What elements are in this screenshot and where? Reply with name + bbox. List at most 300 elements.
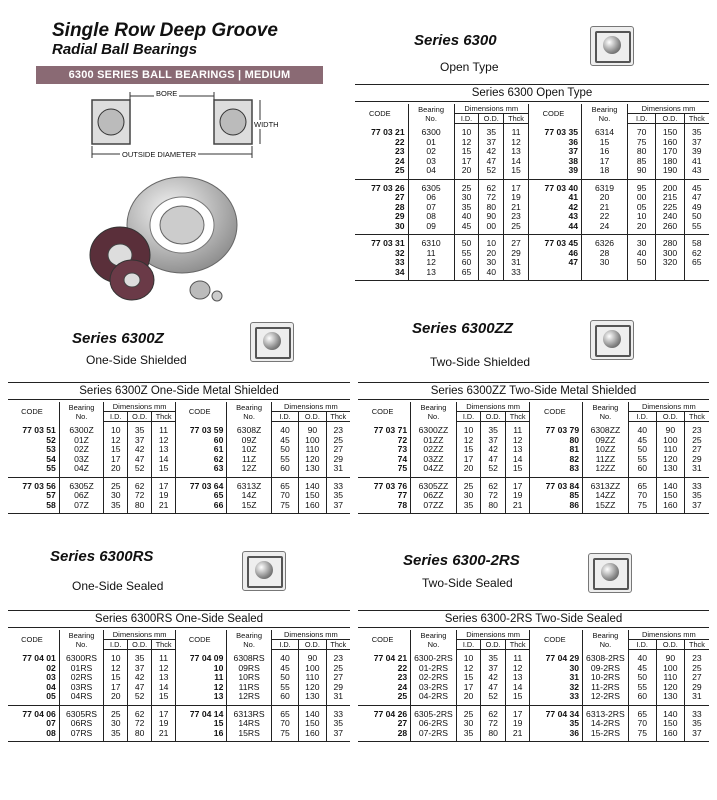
thickness-cell: 25: [326, 436, 350, 446]
od-cell: 190: [656, 166, 684, 179]
thickness-cell: 21: [504, 203, 529, 213]
code-header: CODE: [371, 407, 394, 417]
code-cell: 08: [8, 729, 59, 742]
od-header: O.D.: [481, 640, 506, 650]
series-6300zz-table-title: Series 6300ZZ Two-Side Metal Shielded: [358, 382, 709, 400]
od-cell: 160: [656, 729, 684, 742]
code-cell: 11: [176, 673, 227, 683]
bearing-header-line: Bearing: [420, 402, 447, 412]
dimensions-header: Dimensions mm: [456, 402, 530, 412]
thickness-cell: 17: [505, 477, 530, 491]
id-header: I.D.: [454, 114, 479, 124]
code-cell: 77 03 84: [530, 477, 583, 491]
id-header: I.D.: [271, 412, 298, 422]
series-6300-2rs-heading: Series 6300-2RS: [403, 552, 520, 569]
bearing-no-header: [411, 402, 457, 422]
id-cell: 17: [104, 683, 128, 693]
id-cell: 30: [104, 719, 128, 729]
od-cell: 180: [656, 157, 684, 167]
code-cell: 28: [358, 729, 411, 742]
bearing-no-cell: 07RS: [59, 729, 103, 742]
id-cell: 10: [104, 650, 128, 664]
od-header: O.D.: [656, 640, 684, 650]
od-cell: 35: [481, 650, 506, 664]
table-row: [358, 729, 709, 742]
id-cell: 10: [104, 422, 128, 436]
bearing-no-cell: 20: [582, 193, 628, 203]
bearing-no-cell: 6313-2RS: [583, 705, 629, 719]
code-cell: 30: [355, 222, 408, 235]
od-cell: 80: [481, 501, 506, 514]
bearing-no-cell: 07Z: [59, 501, 103, 514]
od-cell: 37: [481, 436, 506, 446]
code-cell: 77 04 21: [373, 652, 408, 663]
thickness-cell: 12: [505, 664, 530, 674]
thickness-cell: 31: [504, 258, 529, 268]
thickness-cell: 14: [152, 683, 176, 693]
code-cell: 31: [530, 673, 583, 683]
series-6300-2rs-table: [358, 630, 709, 742]
thickness-cell: 15: [152, 692, 176, 705]
bearing-no-cell: 02Z: [59, 445, 103, 455]
id-cell: 60: [628, 692, 656, 705]
od-cell: 42: [128, 673, 152, 683]
id-cell: 20: [454, 166, 479, 179]
id-cell: 75: [628, 138, 656, 148]
od-cell: 130: [299, 692, 326, 705]
od-cell: 110: [656, 445, 684, 455]
bearing-no-header: [227, 630, 271, 650]
bearing-no-cell: 14RS: [227, 719, 271, 729]
page-title: Single Row Deep Groove: [52, 20, 278, 41]
od-header: O.D.: [656, 412, 684, 422]
series-6300rs-table: [8, 630, 350, 742]
od-cell: 280: [656, 235, 684, 249]
thickness-cell: 29: [326, 683, 350, 693]
thickness-cell: 29: [684, 455, 709, 465]
series-6300z-table: [8, 402, 350, 514]
bearing-no-cell: 18: [582, 166, 628, 179]
id-cell: 40: [628, 650, 656, 664]
id-header: I.D.: [104, 640, 128, 650]
code-cell: 77 04 09: [176, 650, 227, 664]
od-cell: 170: [656, 147, 684, 157]
thickness-header: Thck: [505, 412, 530, 422]
id-cell: 35: [456, 729, 481, 742]
id-cell: 20: [628, 222, 656, 235]
code-cell: 77 03 71: [373, 424, 408, 435]
id-cell: 12: [104, 664, 128, 674]
code-cell: 12: [176, 683, 227, 693]
thickness-cell: 11: [505, 650, 530, 664]
thickness-cell: 33: [326, 705, 350, 719]
thickness-cell: 11: [504, 124, 529, 138]
thickness-cell: 37: [326, 729, 350, 742]
code-cell: 29: [395, 212, 405, 221]
od-cell: 52: [128, 692, 152, 705]
id-cell: 12: [456, 664, 481, 674]
id-cell: 50: [454, 235, 479, 249]
thickness-cell: 13: [152, 673, 176, 683]
od-cell: 62: [481, 477, 506, 491]
od-cell: 120: [656, 455, 684, 465]
od-cell: 120: [656, 683, 684, 693]
bearing-no-cell: 13: [408, 268, 454, 281]
code-cell: 75: [358, 464, 411, 477]
id-cell: 55: [271, 683, 298, 693]
table-header-row: [8, 402, 350, 412]
bearing-no-cell: 6308RS: [227, 650, 271, 664]
id-cell: 65: [271, 477, 298, 491]
od-cell: 00: [479, 222, 504, 235]
id-cell: 35: [104, 729, 128, 742]
code-cell: 33: [395, 258, 405, 267]
two-side-shielded-bearing-icon: [590, 320, 634, 360]
table-row: [355, 179, 709, 193]
id-cell: 15: [456, 445, 481, 455]
code-header: CODE: [368, 109, 391, 119]
od-cell: 215: [656, 193, 684, 203]
table-row: [355, 235, 709, 249]
series-6300-2rs-subtitle: Two-Side Sealed: [422, 576, 513, 590]
bearing-header-line: Bearing: [68, 630, 95, 640]
id-cell: 15: [454, 147, 479, 157]
table-row: [358, 705, 709, 719]
bearing-no-cell: 12ZZ: [583, 464, 629, 477]
od-cell: 110: [656, 673, 684, 683]
code-cell: 25: [355, 166, 408, 179]
bearing-no-header: [227, 402, 271, 422]
bearing-no-cell: 10Z: [227, 445, 271, 455]
no-header-line: No.: [598, 113, 611, 123]
bearing-no-cell: 02-2RS: [411, 673, 457, 683]
code-cell: 77 03 76: [373, 480, 408, 491]
code-cell: 77 04 01: [22, 652, 56, 663]
thickness-cell: 17: [152, 477, 176, 491]
id-cell: 30: [456, 491, 481, 501]
table-row: [355, 138, 709, 148]
bearing-no-cell: 03ZZ: [411, 455, 457, 465]
od-cell: 47: [481, 455, 506, 465]
bearing-no-cell: 6305Z: [59, 477, 103, 491]
table-row: [8, 445, 350, 455]
code-cell: 05: [8, 692, 59, 705]
od-cell: 37: [128, 436, 152, 446]
od-cell: 35: [128, 650, 152, 664]
id-header: I.D.: [456, 412, 481, 422]
shielded-bearing-icon: [250, 322, 294, 362]
bearing-no-cell: 07: [408, 203, 454, 213]
od-cell: 120: [299, 683, 326, 693]
code-cell: 27: [397, 719, 408, 728]
no-header-line: No.: [427, 411, 440, 421]
thickness-cell: 21: [505, 501, 530, 514]
od-cell: 140: [656, 705, 684, 719]
dimensions-header: Dimensions mm: [628, 402, 709, 412]
thickness-cell: 35: [326, 491, 350, 501]
id-cell: 30: [456, 719, 481, 729]
id-cell: 25: [454, 179, 479, 193]
bearing-no-cell: 6300: [408, 124, 454, 138]
bearing-no-header: [408, 104, 454, 124]
od-cell: 260: [656, 222, 684, 235]
bearing-no-cell: 6305-2RS: [411, 705, 457, 719]
id-cell: 25: [456, 705, 481, 719]
series-6300-2rs-table-title: Series 6300-2RS Two-Side Sealed: [358, 610, 709, 628]
od-cell: 35: [479, 124, 504, 138]
bearing-no-cell: 6308-2RS: [583, 650, 629, 664]
thickness-cell: 39: [684, 147, 709, 157]
bearing-no-cell: 07ZZ: [411, 501, 457, 514]
thickness-cell: 33: [684, 477, 709, 491]
id-cell: 12: [104, 436, 128, 446]
code-cell: 73: [397, 445, 408, 454]
id-cell: 40: [454, 212, 479, 222]
code-header: CODE: [176, 402, 227, 422]
id-cell: 10: [454, 124, 479, 138]
code-cell: 35: [530, 719, 583, 729]
od-cell: 150: [299, 719, 326, 729]
od-cell: 72: [479, 193, 504, 203]
od-cell: [656, 268, 684, 281]
code-cell: 46: [528, 249, 581, 259]
od-cell: 110: [299, 445, 326, 455]
id-cell: 10: [456, 650, 481, 664]
od-cell: 72: [481, 491, 506, 501]
bearing-no-cell: 15Z: [227, 501, 271, 514]
bearing-no-cell: 15-2RS: [583, 729, 629, 742]
id-cell: 60: [628, 464, 656, 477]
outside-diameter-label: OUTSIDE DIAMETER: [122, 150, 197, 159]
thickness-cell: 33: [326, 477, 350, 491]
table-row: [358, 464, 709, 477]
series-6300rs-table-title: Series 6300RS One-Side Sealed: [8, 610, 350, 628]
code-cell: 77 04 26: [373, 708, 408, 719]
od-cell: 72: [128, 719, 152, 729]
bearing-no-cell: 03: [408, 157, 454, 167]
thickness-cell: 35: [684, 719, 709, 729]
code-cell: 47: [528, 258, 581, 268]
no-header-line: No.: [243, 639, 255, 649]
code-cell: 83: [530, 464, 583, 477]
code-cell: 80: [530, 436, 583, 446]
od-cell: 130: [299, 464, 326, 477]
id-cell: 55: [628, 683, 656, 693]
dimensions-header: Dimensions mm: [456, 630, 530, 640]
code-cell: 85: [530, 491, 583, 501]
id-cell: 35: [454, 203, 479, 213]
id-cell: 75: [271, 501, 298, 514]
table-row: [355, 212, 709, 222]
bearing-no-cell: 14ZZ: [583, 491, 629, 501]
bearing-no-cell: 6308ZZ: [583, 422, 629, 436]
od-cell: 90: [299, 650, 326, 664]
bearing-no-header: [411, 630, 457, 650]
code-cell: 03: [46, 673, 56, 682]
id-cell: 55: [271, 455, 298, 465]
bearing-no-cell: 07-2RS: [411, 729, 457, 742]
thickness-header: Thck: [684, 412, 709, 422]
thickness-cell: 11: [152, 422, 176, 436]
bearing-no-cell: 04Z: [59, 464, 103, 477]
table-header-row: [8, 630, 350, 640]
id-header: I.D.: [628, 412, 656, 422]
table-header-row: [358, 630, 709, 640]
id-cell: 90: [628, 166, 656, 179]
thickness-cell: 12: [504, 138, 529, 148]
table-row: [358, 719, 709, 729]
code-cell: 77 03 31: [371, 238, 405, 248]
dimensions-header: Dimensions mm: [104, 630, 176, 640]
id-cell: 20: [456, 464, 481, 477]
dimensions-header: Dimensions mm: [271, 630, 350, 640]
bearing-no-cell: 12RS: [227, 692, 271, 705]
od-cell: 90: [479, 212, 504, 222]
id-cell: 75: [271, 729, 298, 742]
code-cell: 77 03 26: [371, 182, 405, 193]
bearing-no-cell: 09RS: [227, 664, 271, 674]
od-cell: 20: [479, 249, 504, 259]
bearing-no-cell: 01: [408, 138, 454, 148]
code-cell: 24: [395, 156, 405, 166]
table-row: [358, 445, 709, 455]
code-cell: 77 04 34: [530, 705, 583, 719]
table-row: [8, 664, 350, 674]
od-cell: 90: [299, 422, 326, 436]
id-cell: 70: [628, 719, 656, 729]
code-cell: 77: [397, 491, 408, 500]
od-cell: 100: [656, 436, 684, 446]
thickness-cell: 27: [684, 673, 709, 683]
od-cell: 140: [299, 477, 326, 491]
bearing-no-cell: 09ZZ: [583, 436, 629, 446]
bearing-no-cell: 6313ZZ: [583, 477, 629, 491]
code-cell: 55: [8, 464, 59, 477]
bearing-no-cell: 6305RS: [59, 705, 103, 719]
bearing-no-cell: 08: [408, 212, 454, 222]
id-header: I.D.: [628, 640, 656, 650]
bearing-no-cell: 22: [582, 212, 628, 222]
id-cell: 20: [104, 692, 128, 705]
id-header: I.D.: [456, 640, 481, 650]
thickness-cell: 13: [505, 673, 530, 683]
thickness-cell: 14: [152, 455, 176, 465]
thickness-cell: 17: [152, 705, 176, 719]
od-cell: 150: [656, 719, 684, 729]
thickness-cell: 21: [505, 729, 530, 742]
code-cell: 42: [528, 203, 581, 213]
thickness-cell: 55: [684, 222, 709, 235]
bearing-no-cell: 04RS: [59, 692, 103, 705]
code-cell: 22: [395, 137, 405, 147]
bearing-no-cell: 6300RS: [59, 650, 103, 664]
series-6300-heading: Series 6300: [414, 32, 497, 49]
bearing-no-header: [582, 104, 628, 124]
code-cell: 77 03 40: [528, 179, 581, 193]
id-cell: 85: [628, 157, 656, 167]
table-row: [358, 683, 709, 693]
thickness-cell: 49: [684, 203, 709, 213]
table-row: [358, 664, 709, 674]
thickness-cell: 23: [504, 212, 529, 222]
bearing-no-cell: 6305ZZ: [411, 477, 457, 491]
thickness-cell: 35: [684, 491, 709, 501]
id-cell: 70: [628, 491, 656, 501]
thickness-cell: 50: [684, 212, 709, 222]
id-header: I.D.: [628, 114, 656, 124]
code-cell: 30: [530, 664, 583, 674]
od-cell: 47: [479, 157, 504, 167]
bearing-no-cell: 11RS: [227, 683, 271, 693]
thickness-cell: 27: [684, 445, 709, 455]
id-cell: 40: [628, 422, 656, 436]
bearing-no-cell: 10ZZ: [583, 445, 629, 455]
bearing-no-cell: 14Z: [227, 491, 271, 501]
series-6300z-heading: Series 6300Z: [72, 330, 164, 347]
thickness-cell: 21: [152, 729, 176, 742]
thickness-cell: 17: [505, 705, 530, 719]
id-cell: 45: [271, 436, 298, 446]
thickness-cell: 62: [684, 249, 709, 259]
id-cell: 45: [628, 436, 656, 446]
od-header: O.D.: [481, 412, 506, 422]
thickness-cell: 37: [684, 729, 709, 742]
id-cell: 17: [456, 455, 481, 465]
bearing-no-cell: 06ZZ: [411, 491, 457, 501]
code-cell: 39: [528, 166, 581, 179]
code-cell: 77 03 56: [22, 480, 56, 491]
thickness-cell: 27: [326, 445, 350, 455]
thickness-cell: 37: [684, 501, 709, 514]
table-header-row: [355, 104, 709, 114]
id-cell: 17: [454, 157, 479, 167]
od-cell: 100: [299, 664, 326, 674]
bearing-no-header: [583, 630, 629, 650]
code-cell: 32: [395, 248, 405, 258]
series-6300z-table-title: Series 6300Z One-Side Metal Shielded: [8, 382, 350, 400]
id-cell: 50: [271, 673, 298, 683]
od-cell: 47: [481, 683, 506, 693]
code-cell: 22: [397, 663, 408, 673]
bearing-no-cell: 02RS: [59, 673, 103, 683]
thickness-cell: 21: [152, 501, 176, 514]
table-row: [8, 464, 350, 477]
thickness-cell: 15: [505, 692, 530, 705]
series-6300zz-subtitle: Two-Side Shielded: [430, 355, 531, 369]
bearing-header-line: Bearing: [68, 402, 95, 412]
bearing-no-cell: 11Z: [227, 455, 271, 465]
od-cell: 42: [479, 147, 504, 157]
thickness-header: Thck: [684, 640, 709, 650]
id-cell: 35: [104, 501, 128, 514]
bearing-no-cell: 30: [582, 258, 628, 268]
thickness-cell: 11: [505, 422, 530, 436]
code-cell: 02: [46, 663, 56, 673]
thickness-cell: 12: [152, 436, 176, 446]
table-row: [355, 222, 709, 235]
id-cell: 17: [104, 455, 128, 465]
code-cell: 77 04 14: [176, 705, 227, 719]
code-cell: 43: [528, 212, 581, 222]
series-6300rs-heading: Series 6300RS: [50, 548, 154, 565]
code-cell: 53: [46, 445, 56, 454]
code-cell: 72: [397, 435, 408, 445]
od-cell: 80: [479, 203, 504, 213]
thickness-cell: 31: [326, 464, 350, 477]
thickness-cell: 14: [504, 157, 529, 167]
thickness-cell: 47: [684, 193, 709, 203]
od-header: O.D.: [128, 412, 152, 422]
